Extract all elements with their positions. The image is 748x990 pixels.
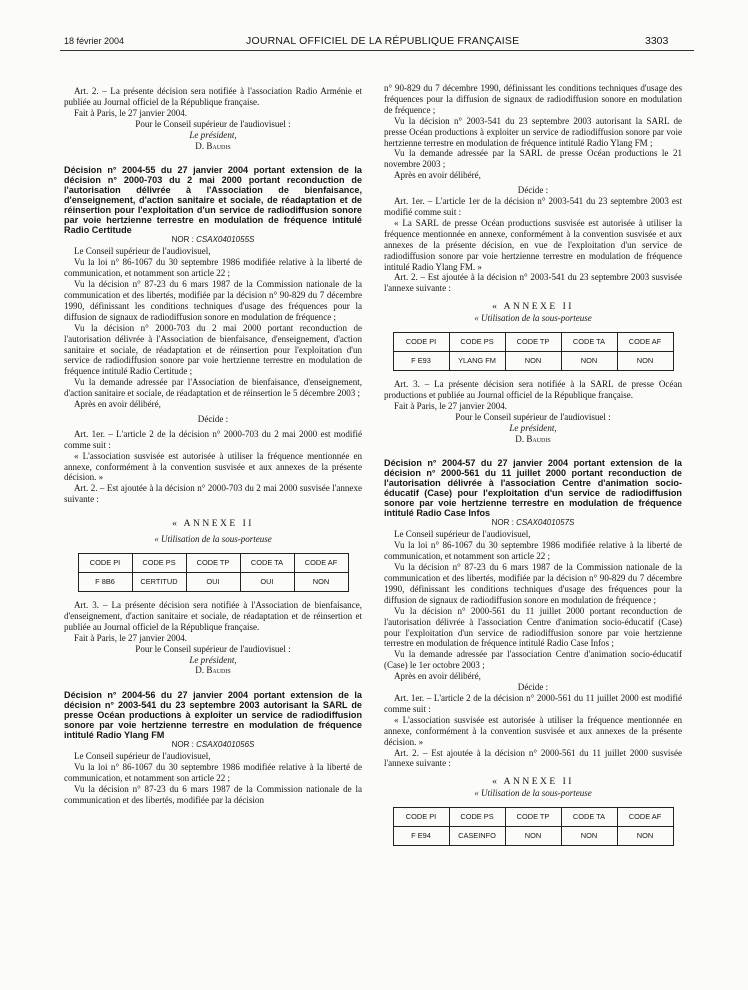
nor-reference (64, 740, 362, 751)
table-header-row (393, 333, 673, 352)
paragraph: Vu la décision n° 87-23 du 6 mars 1987 de la Commission nationale de la communication et des libertés, modifiée par la décision n° 90-829 du 7 décembre 1990, définissant les conditions techniques d'usage des fréquences pour la diffusion de signaux de radiodiffusion sonore en modulation de fréquence ; (384, 562, 682, 605)
article: Art. 2. – Est ajoutée à la décision n° 2000-561 du 11 juillet 2000 susvisée l'annexe suivante : (384, 747, 682, 769)
nor-label: NOR : (171, 740, 194, 750)
annexe-heading: « ANNEXE II (492, 777, 574, 788)
signature-role: Le président, (189, 654, 237, 665)
table-header-cell: CODE AF (617, 333, 673, 352)
table-cell: NON (505, 352, 561, 371)
table-cell: NON (505, 827, 561, 846)
article: Art. 1er. – L'article 2 de la décision n° 2000-561 du 11 juillet 2000 est modifié comme suit : (384, 692, 682, 714)
table-header-cell: CODE PS (449, 333, 505, 352)
table-header-cell: CODE TA (561, 333, 617, 352)
signature-line: Pour le Conseil supérieur de l'audiovisuel : (455, 411, 611, 422)
table-cell: OUI (186, 573, 240, 592)
paragraph: Le Conseil supérieur de l'audiovisuel, (74, 246, 211, 257)
paragraph: Vu la décision n° 2003-541 du 23 septembre 2003 autorisant la SARL de presse Océan productions à exploiter un service de radiodiffusion sonore par voie hertzienne terrestre en modulation de fréquence intitulé Radio Ylang FM ; (384, 115, 682, 148)
table-cell: NON (294, 573, 348, 592)
table-header-cell: CODE AF (294, 554, 348, 573)
signature-line: Pour le Conseil supérieur de l'audiovisuel : (135, 118, 291, 129)
table-cell: NON (617, 352, 673, 371)
article: Art. 3. – La présente décision sera notifiée à la SARL de presse Océan productions et publiée au Journal officiel de la République française. (384, 379, 682, 400)
table-cell: NON (561, 827, 617, 846)
table-header-cell: CODE TP (186, 554, 240, 573)
paragraph: Vu la loi n° 86-1067 du 30 septembre 1986 modifiée relative à la liberté de communication, et notamment son article 22 ; (64, 762, 362, 784)
annexe-subheading: « Utilisation de la sous-porteuse (154, 534, 272, 545)
journal-title: JOURNAL OFFICIEL DE LA RÉPUBLIQUE FRANÇAISE (246, 35, 520, 47)
article-quote: « L'association susvisée est autorisée à utiliser la fréquence mentionnée en annexe, conformément à la convention susvisée et aux annexes de la présente décision. » (64, 450, 362, 483)
article: Art. 1er. – L'article 2 de la décision n° 2000-703 du 2 mai 2000 est modifié comme suit : (64, 428, 362, 450)
decide-heading: Décide : (197, 413, 229, 424)
paragraph: Vu la décision n° 87-23 du 6 mars 1987 de la Commission nationale de la communication et des libertés, modifiée par la décision n° 90-829 du 7 décembre 1990, définissant les conditions techniques d'usage des fréquences pour la diffusion de signaux de radiodiffusion sonore en modulation de fréquence ; (64, 279, 362, 322)
table-header-cell: CODE PI (393, 808, 449, 827)
paragraph: Après en avoir délibéré, (394, 671, 481, 682)
decision-title: Décision n° 2004-55 du 27 janvier 2004 portant extension de la décision n° 2000-703 du 2 mai 2000 portant reconduction de l'autorisation délivrée à l'Association de bienfaisance, d'enseignement, d'action sanitaire et sociale, de réadaptation et de réinsertion pour l'exploitation d'un service de radiodiffusion sonore par voie hertzienne terrestre en modulation de fréquence intitulé Radio Certitude (64, 165, 362, 236)
signature-name: D. Baudis (515, 433, 551, 444)
paragraph: Le Conseil supérieur de l'audiovisuel, (74, 751, 211, 762)
paragraph: Vu la loi n° 86-1067 du 30 septembre 1986 modifiée relative à la liberté de communication, et notamment son article 22 ; (384, 540, 682, 562)
nor-label: NOR : (491, 518, 514, 528)
paragraph: Fait à Paris, le 27 janvier 2004. (74, 632, 188, 643)
table-cell: CASEINFO (449, 827, 505, 846)
signature-name: D. Baudis (195, 665, 231, 676)
table-cell: F 8B6 (78, 573, 132, 592)
table-cell: NON (617, 827, 673, 846)
signature-block (64, 644, 362, 677)
signature-name: D. Baudis (195, 140, 231, 151)
nor-reference (64, 235, 362, 246)
table-row (393, 827, 673, 846)
article: Art. 3. – La présente décision sera notifiée à l'Association de bienfaisance, d'enseignement, d'action sanitaire et sociale, de réadaptation et de réinsertion et publiée au Journal officiel de la République française. (64, 600, 362, 632)
table-cell: OUI (240, 573, 294, 592)
paragraph: Vu la loi n° 86-1067 du 30 septembre 1986 modifiée relative à la liberté de communication, et notamment son article 22 ; (64, 257, 362, 279)
article: Art. 2. – Est ajoutée à la décision n° 2003-541 du 23 septembre 2003 susvisée l'annexe suivante : (384, 272, 682, 294)
table-header-cell: CODE TA (240, 554, 294, 573)
table-cell: F E94 (393, 827, 449, 846)
decide-heading: Décide : (517, 682, 549, 693)
issue-date: 18 février 2004 (64, 36, 125, 46)
paragraph: Vu la décision n° 2000-703 du 2 mai 2000 portant reconduction de l'autorisation délivrée à l'Association de bienfaisance, d'enseignement, d'action sanitaire et sociale, de réadaptation et de réinsertion pour l'exploitation d'un service de radiodiffusion sonore par voie hertzienne terrestre en modulation de fréquence intitulé Radio Certitude ; (64, 322, 362, 377)
table-row (393, 352, 673, 371)
annexe-heading: « ANNEXE II (172, 519, 254, 530)
paragraph: Vu la demande adressée par l'Association de bienfaisance, d'enseignement, d'action sanitaire et sociale, de réadaptation et de réinsertion le 5 décembre 2003 ; (64, 377, 362, 399)
table-header-row (78, 554, 348, 573)
article: Art. 1er. – L'article 1er de la décision n° 2003-541 du 23 septembre 2003 est modifié comme suit : (384, 196, 682, 217)
signature-role: Le président, (189, 129, 237, 140)
signature-line: Pour le Conseil supérieur de l'audiovisuel : (135, 643, 291, 654)
decide-heading: Décide : (517, 185, 549, 196)
table-header-cell: CODE PI (78, 554, 132, 573)
article-quote: « La SARL de presse Océan productions susvisée est autorisée à utiliser la fréquence mentionnée en annexe, conformément à la convention susvisée et aux annexes de la présente décision, en vue de l'exploitation d'un service de radiodiffusion sonore par voie hertzienne terrestre en modulation de fréquence intitulé Radio Ylang FM. » (384, 217, 682, 272)
table-row (78, 573, 348, 592)
table-cell: YLANG FM (449, 352, 505, 371)
nor-code: CSAX0401057S (516, 518, 575, 528)
running-header (0, 34, 748, 50)
article: Art. 2. – Est ajoutée à la décision n° 2000-703 du 2 mai 2000 susvisée l'annexe suivante : (64, 483, 362, 505)
paragraph: n° 90-829 du 7 décembre 1990, définissant les conditions techniques d'usage des fréquences pour la diffusion de signaux de radiodiffusion sonore en modulation de fréquence ; (384, 83, 682, 115)
signature-role: Le président, (509, 422, 557, 433)
right-column (384, 83, 682, 846)
table-header-cell: CODE PS (449, 808, 505, 827)
table-header-cell: CODE AF (617, 808, 673, 827)
article-quote: « L'association susvisée est autorisée à utiliser la fréquence mentionnée en annexe, conformément à la convention susvisée et aux annexes de la présente décision. » (384, 714, 682, 747)
annexe-table (78, 553, 349, 592)
paragraph: Vu la demande adressée par la SARL de presse Océan productions le 21 novembre 2003 ; (384, 148, 682, 170)
annexe-subheading: « Utilisation de la sous-porteuse (474, 313, 592, 324)
nor-code: CSAX0401056S (196, 740, 255, 750)
annexe-subheading: « Utilisation de la sous-porteuse (474, 788, 592, 799)
table-header-cell: CODE TA (561, 808, 617, 827)
decision-title: Décision n° 2004-56 du 27 janvier 2004 portant extension de la décision n° 2003-541 du 23 septembre 2003 autorisant la SARL de presse Océan productions à exploiter un service de radiodiffusion sonore par voie hertzienne terrestre en modulation de fréquence intitulé Radio Ylang FM (64, 690, 362, 741)
annexe-table (393, 332, 674, 371)
paragraph: Fait à Paris, le 27 janvier 2004. (394, 400, 508, 411)
paragraph: Le Conseil supérieur de l'audiovisuel, (394, 529, 531, 540)
header-rule (60, 50, 694, 51)
left-column (64, 86, 362, 806)
annexe-heading: « ANNEXE II (492, 302, 574, 313)
signature-block (384, 412, 682, 445)
table-cell: F E93 (393, 352, 449, 371)
paragraph: Vu la demande adressée par l'association Centre d'animation socio-éducatif (Case) le 1er octobre 2003 ; (384, 649, 682, 671)
paragraph: Après en avoir délibéré, (394, 170, 481, 181)
signature-block (64, 119, 362, 152)
table-header-cell: CODE TP (505, 808, 561, 827)
paragraph: Art. 2. – La présente décision sera notifiée à l'association Radio Arménie et publiée au Journal officiel de la République française. (64, 86, 362, 107)
table-cell: NON (561, 352, 617, 371)
page-number: 3303 (645, 35, 669, 47)
nor-label: NOR : (171, 235, 194, 245)
table-header-row (393, 808, 673, 827)
table-header-cell: CODE TP (505, 333, 561, 352)
paragraph: Après en avoir délibéré, (74, 399, 161, 410)
table-cell: CERTITUD (132, 573, 186, 592)
paragraph: Fait à Paris, le 27 janvier 2004. (74, 107, 188, 118)
paragraph: Vu la décision n° 2000-561 du 11 juillet 2000 portant reconduction de l'autorisation délivrée à l'association Centre d'animation socio-éducatif (Case) pour l'exploitation d'un service de radiodiffusion sonore par voie hertzienne terrestre en modulation de fréquence intitulé Radio Case Infos ; (384, 605, 682, 649)
table-header-cell: CODE PI (393, 333, 449, 352)
table-header-cell: CODE PS (132, 554, 186, 573)
nor-code: CSAX0401055S (196, 235, 255, 245)
nor-reference (384, 518, 682, 529)
paragraph: Vu la décision n° 87-23 du 6 mars 1987 de la Commission nationale de la communication et des libertés, modifiée par la décision (64, 783, 362, 805)
decision-title: Décision n° 2004-57 du 27 janvier 2004 portant extension de la décision n° 2000-561 du 11 juillet 2000 portant reconduction de l'autorisation délivrée à l'association Centre d'animation socio-éducatif (Case) pour l'exploitation d'un service de radiodiffusion sonore par voie hertzienne terrestre en modulation de fréquence intitulé Radio Case Infos (384, 458, 682, 519)
annexe-table (393, 807, 674, 846)
